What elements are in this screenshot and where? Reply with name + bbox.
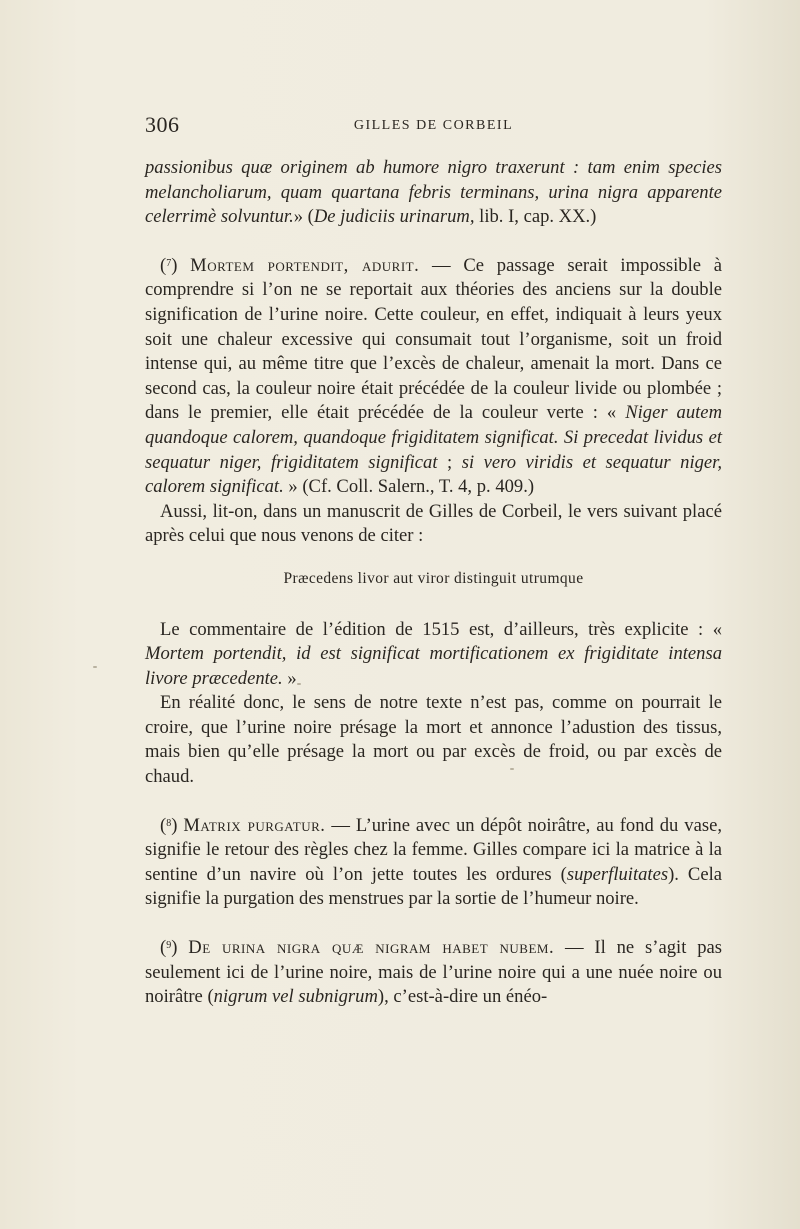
text-run: — L’urine avec un dépôt noirâtre, au fond du vase, signifie le retour des règles chez la femme. Gilles compare ici la matrice à la sentine d’un navire où l’on jette toutes les ordures ( xyxy=(145,814,722,885)
page-speck xyxy=(93,666,97,668)
page-number: 306 xyxy=(145,112,180,137)
note-number: 9 xyxy=(166,940,172,952)
text-run: ). Cela signifie la purgation des menstrues par la sortie de l’humeur noire. xyxy=(145,863,722,910)
note-number: 7 xyxy=(166,257,172,269)
text-run: ), c’est-à-dire un énéo- xyxy=(377,986,548,1008)
paragraph xyxy=(145,618,722,692)
note-9: ($^9$) De urina nigra quæ nigram habet nubem. — Il ne s’agit pas seulement ici de l’urine noire, mais de l’urine noire qui a une nuée noire ou noirâtre (nigrum vel subnigrum), c’est-à-dire un énéo- xyxy=(145,937,723,1008)
paragraph-continuation xyxy=(145,156,722,230)
paragraph: Aussi, lit-on, dans un manuscrit de Gilles de Corbeil, le vers suivant placé après celui que nous venons de citer : xyxy=(145,500,722,547)
running-head: GILLES DE CORBEIL xyxy=(353,118,514,133)
paragraph: En réalité donc, le sens de notre texte n’est pas, comme on pourrait le croire, que l’urine noire présage la mort et annonce l’adustion des tissus, mais bien qu’elle présage la mort ou par excès de froid, ou par excès de chaud. xyxy=(145,692,722,788)
page-speck xyxy=(297,683,301,685)
latin-quote: Mortem portendit, id est significat mortificationem ex frigiditate intensa livore præcedente. xyxy=(145,643,722,689)
text-run: lib. I, cap. XX.) xyxy=(474,206,597,228)
page-speck xyxy=(510,768,514,770)
note-title: De urina nigra quæ nigram habet nubem. xyxy=(188,937,555,959)
note-7: ($^7$) Mortem portendit, adurit. — Ce passage serait impossible à comprendre si l’on ne se reportait aux théories des anciens sur la double signification de l’urine noire. Cette couleur, en effet, indiquait à leurs yeux soit une chaleur excessive qui consumait tout l’organisme, soit un froid intense qui, au même titre que l’excès de chaleur, amenait la mort. Dans ce second cas, la couleur noire était précédée de la couleur livide ou plombée ; dans le premier, elle était précédée de la couleur verte : « Niger autem quandoque calorem, quandoque frigiditatem significat. Si precedat lividus et sequatur niger, frigiditatem significat ; si vero viridis et sequatur niger, calorem significat. » (Cf. Coll. Salern., T. 4, p. 409.) xyxy=(145,254,723,498)
text-run: Le commentaire de l’édition de 1515 est, d’ailleurs, très explicite : « xyxy=(160,618,722,640)
note-title: Matrix purgatur. xyxy=(183,814,326,836)
body-text xyxy=(145,156,722,1010)
text-run: » ( xyxy=(293,206,314,228)
text-run: » xyxy=(282,667,297,689)
latin-quote: si vero viridis et sequatur niger, calorem significat. xyxy=(145,451,723,498)
note-number: 8 xyxy=(166,817,172,829)
latin-quote: Niger autem quandoque calorem, quandoque frigiditatem significat. Si precedat lividus et sequatur niger, frigiditatem significat xyxy=(145,402,722,473)
text-run: — Il ne s’agit pas seulement ici de l’urine noire, mais de l’urine noire qui a une nuée noire ou noirâtre ( xyxy=(145,937,723,1008)
latin-quote: passionibus quæ originem ab humore nigro traxerunt : tam enim species melancholiarum, quam quartana febris terminans, urina nigra apparente celerrimè solvuntur. xyxy=(145,157,722,228)
note-8: ($^8$) Matrix purgatur. — L’urine avec un dépôt noirâtre, au fond du vase, signifie le retour des règles chez la femme. Gilles compare ici la matrice à la sentine d’un navire où l’on jette toutes les ordures (superfluitates). Cela signifie la purgation des menstrues par la sortie de l’humeur noire. xyxy=(145,814,722,910)
page-header xyxy=(145,112,722,142)
text-run: » (Cf. Coll. Salern., T. 4, p. 409.) xyxy=(283,476,535,498)
text-run: ; xyxy=(437,451,462,473)
text-run: — Ce passage serait impossible à comprendre si l’on ne se reportait aux théories des anciens sur la double signification de l’urine noire. Cette couleur, en effet, indiquait à leurs yeux soit une chaleur excessive qui consumait tout l’organisme, soit un froid intense qui, au même titre que l’excès de chaleur, amenait la mort. Dans ce second cas, la couleur noire était précédée de la couleur livide ou plombée ; dans le premier, elle était précédée de la couleur verte : « xyxy=(145,254,723,424)
note-title: Mortem portendit, adurit. xyxy=(190,254,420,276)
book-title: De judiciis urinarum, xyxy=(313,206,475,228)
verse-quote: Præcedens livor aut viror distinguit utrumque xyxy=(283,569,584,587)
latin-term: nigrum vel subnigrum xyxy=(213,986,378,1008)
latin-term: superfluitates xyxy=(566,863,669,885)
